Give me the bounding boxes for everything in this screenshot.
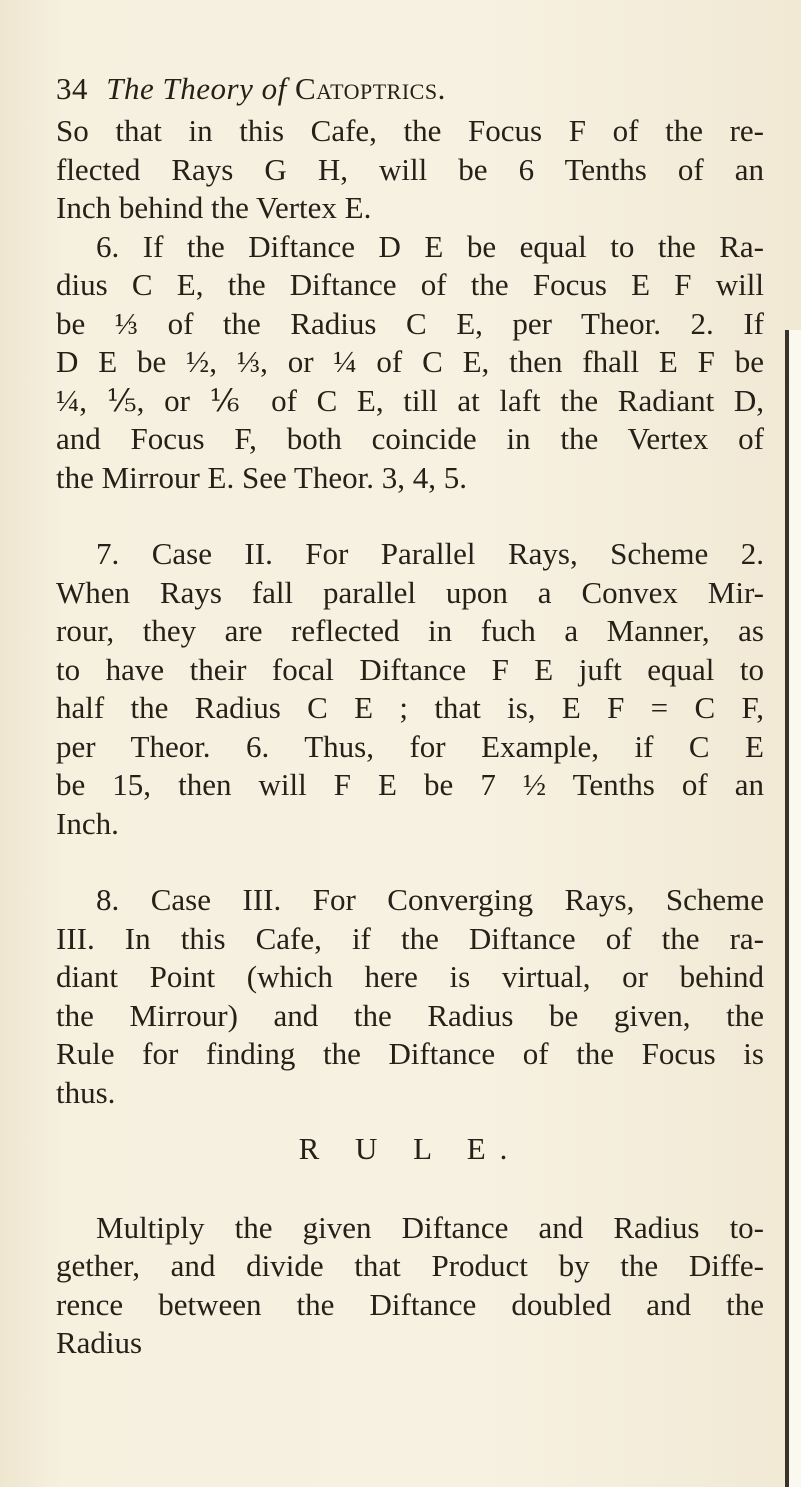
running-header xyxy=(56,70,764,112)
text-line: per Theor. 6. Thus, for Example, if C E xyxy=(56,728,764,764)
page-number: 34 xyxy=(56,71,88,106)
text-line: Inch behind the Vertex E. xyxy=(56,190,372,225)
text-line: Rule for finding the Diftance of the Focus is xyxy=(56,1036,764,1071)
page-edge-shadow xyxy=(789,330,801,1487)
paragraph-gap xyxy=(56,843,764,881)
text-line: So that in this Cafe, the Focus F of the re- xyxy=(56,113,764,148)
catchword: Radius xyxy=(56,1325,143,1360)
text-line: diant Point (which here is virtual, or behind xyxy=(56,959,764,994)
text-line: 8. Case III. For Converging Rays, Scheme xyxy=(96,882,764,917)
header-title: The Theory of xyxy=(106,71,287,106)
text-line: thus. xyxy=(56,1074,116,1110)
text-line: 7. Case II. For Parallel Rays, Scheme 2. xyxy=(96,536,764,571)
paragraph-gap xyxy=(56,497,764,535)
text-line: When Rays fall parallel upon a Convex Mir- xyxy=(56,574,764,610)
text-line: be 15, then will F E be 7 ½ Tenths of an xyxy=(56,767,764,802)
page-edge-line xyxy=(785,330,789,1487)
text-line: the Mirrour) and the Radius be given, the xyxy=(56,997,764,1033)
text-line: dius C E, the Diftance of the Focus E F will xyxy=(56,267,764,302)
text-line: and Focus F, both coincide in the Vertex of xyxy=(56,421,764,456)
rule-heading: R U L E. xyxy=(298,1131,522,1166)
text-line: rour, they are reflected in fuch a Manner, as xyxy=(56,613,764,648)
text-line: to have their focal Diftance F E juft equal to xyxy=(56,651,764,687)
text-line: gether, and divide that Product by the Diffe- xyxy=(56,1248,764,1283)
text-line: flected Rays G H, will be 6 Tenths of an xyxy=(56,151,764,187)
text-line: ¼, ⅕, or ⅙ of C E, till at laft the Radiant D, xyxy=(56,382,764,418)
text-line: be ⅓ of the Radius C E, per Theor. 2. If xyxy=(56,305,764,341)
page-text xyxy=(56,70,764,1363)
text-line: rence between the Diftance doubled and the xyxy=(56,1286,764,1322)
text-line: Multiply the given Diftance and Radius to- xyxy=(96,1209,764,1245)
text-line: 6. If the Diftance D E be equal to the Ra- xyxy=(96,228,764,264)
header-subject: Catoptrics. xyxy=(294,71,446,106)
text-line: Inch. xyxy=(56,805,119,841)
text-line: III. In this Cafe, if the Diftance of the ra- xyxy=(56,920,764,956)
text-line: D E be ½, ⅓, or ¼ of C E, then fhall E F be xyxy=(56,344,764,379)
text-line: half the Radius C E ; that is, E F = C F, xyxy=(56,690,764,725)
text-line: the Mirrour E. See Theor. 3, 4, 5. xyxy=(56,459,467,495)
